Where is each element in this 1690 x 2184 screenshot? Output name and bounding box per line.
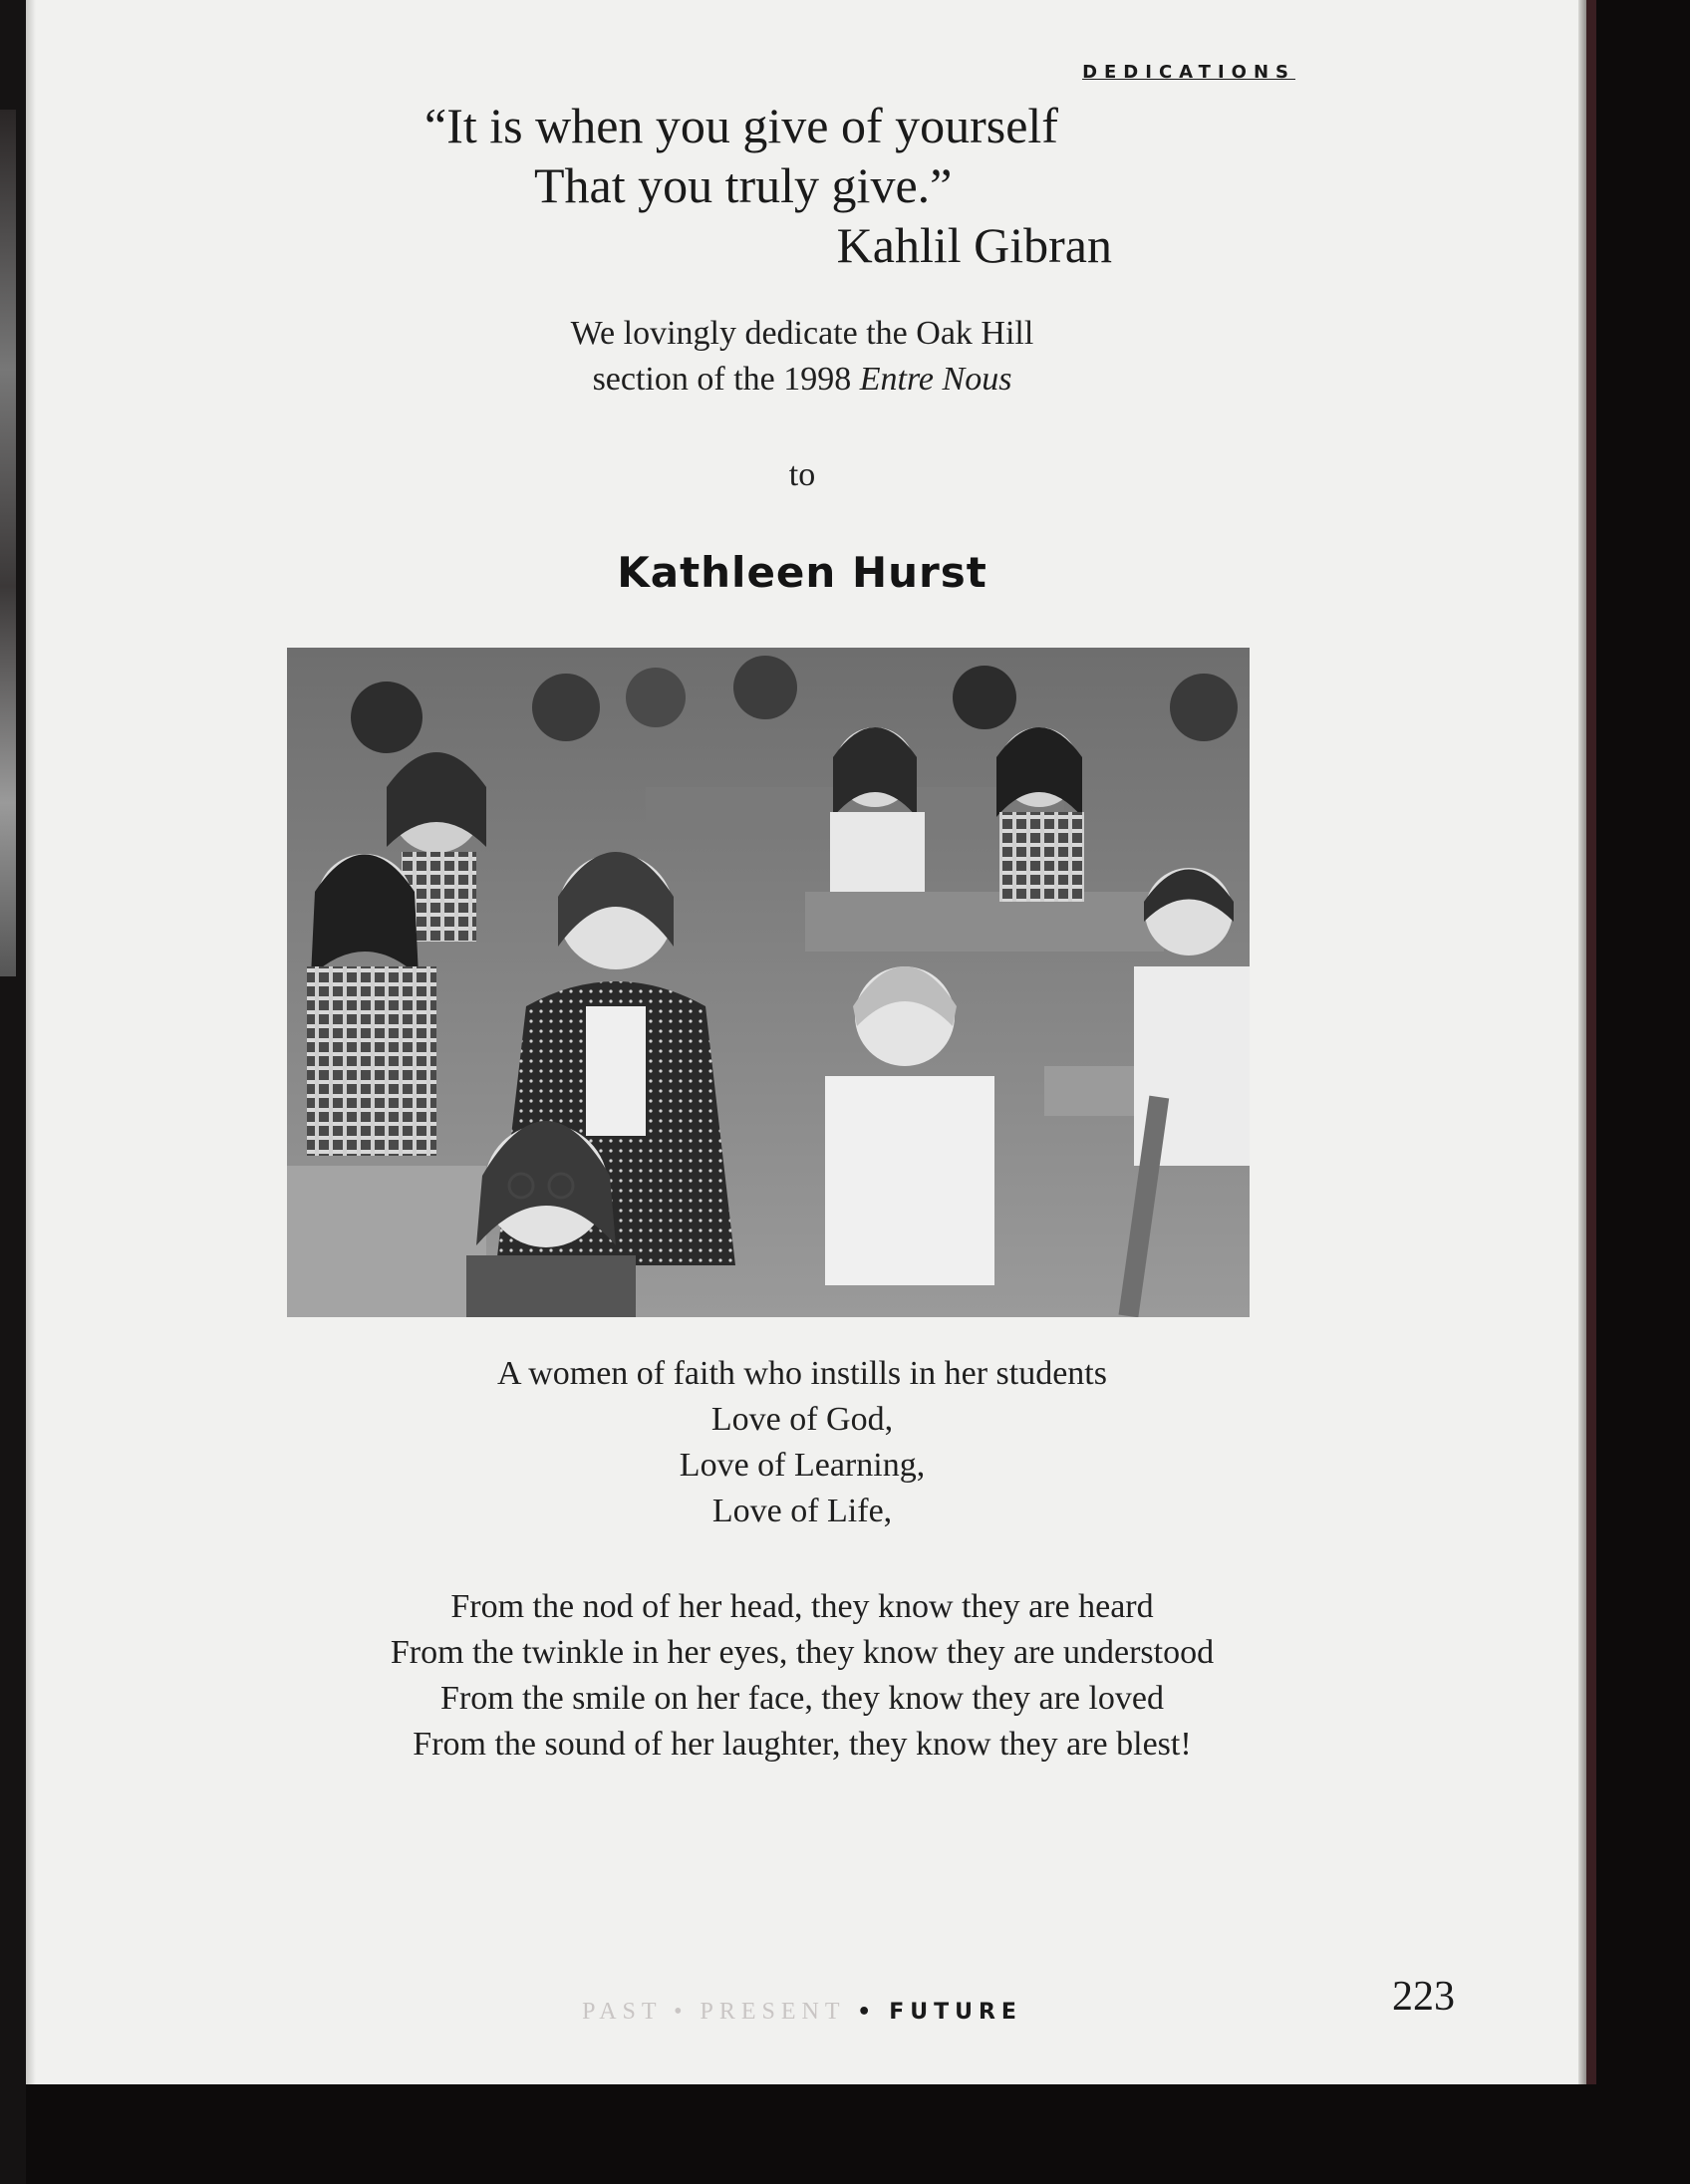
- quote-line-2: That you truly give.”: [534, 157, 953, 213]
- page-edge: [1578, 0, 1586, 2092]
- adjacent-page-edge: [0, 0, 26, 2184]
- adjacent-photo-sliver: [0, 110, 16, 976]
- poem-intro: A women of faith who instills in her students: [497, 1355, 1107, 1392]
- poem-stanza-line-1: From the nod of her head, they know they are heard: [450, 1588, 1154, 1625]
- dedication-connector: to: [788, 456, 816, 493]
- dedication-line-2: [26, 361, 1578, 399]
- poem-stanza-line-3: From the smile on her face, they know they are loved: [439, 1680, 1165, 1717]
- yearbook-page: [26, 0, 1578, 2084]
- motto-separator-2: •: [857, 2000, 878, 2025]
- gibran-quote: [405, 96, 1112, 275]
- motto-present: PRESENT: [700, 1999, 846, 2025]
- scan-bottom-margin: [26, 2084, 1596, 2184]
- yearbook-title: Entre Nous: [859, 361, 1012, 398]
- poem-love-3: Love of Life,: [711, 1493, 893, 1529]
- quote-author: Kahlil Gibran: [836, 217, 1112, 273]
- page-number: 223: [1392, 1974, 1455, 2020]
- motto-future: FUTURE: [889, 2000, 1022, 2025]
- spine-shadow: [26, 0, 36, 2084]
- honoree-name: Kathleen Hurst: [617, 548, 987, 597]
- dedication-line-1: We lovingly dedicate the Oak Hill: [570, 315, 1034, 352]
- footer-motto: [26, 1999, 1578, 2026]
- motto-past: PAST: [582, 1999, 663, 2025]
- poem-love-1: Love of God,: [710, 1401, 894, 1438]
- classroom-photo-illustration: [287, 648, 1250, 1317]
- dedication-line-2-prefix: section of the 1998: [592, 361, 860, 398]
- section-label: DEDICATIONS: [1082, 62, 1295, 83]
- poem-stanza-line-4: From the sound of her laughter, they know they are blest!: [413, 1726, 1192, 1763]
- motto-separator-1: •: [674, 1999, 689, 2025]
- poem-stanza-line-2: From the twinkle in her eyes, they know they are understood: [390, 1634, 1215, 1671]
- classroom-photo: [287, 648, 1250, 1317]
- poem-love-2: Love of Learning,: [679, 1447, 926, 1484]
- book-cover-edge: [1586, 0, 1596, 2102]
- quote-line-1: “It is when you give of yourself: [424, 98, 1058, 153]
